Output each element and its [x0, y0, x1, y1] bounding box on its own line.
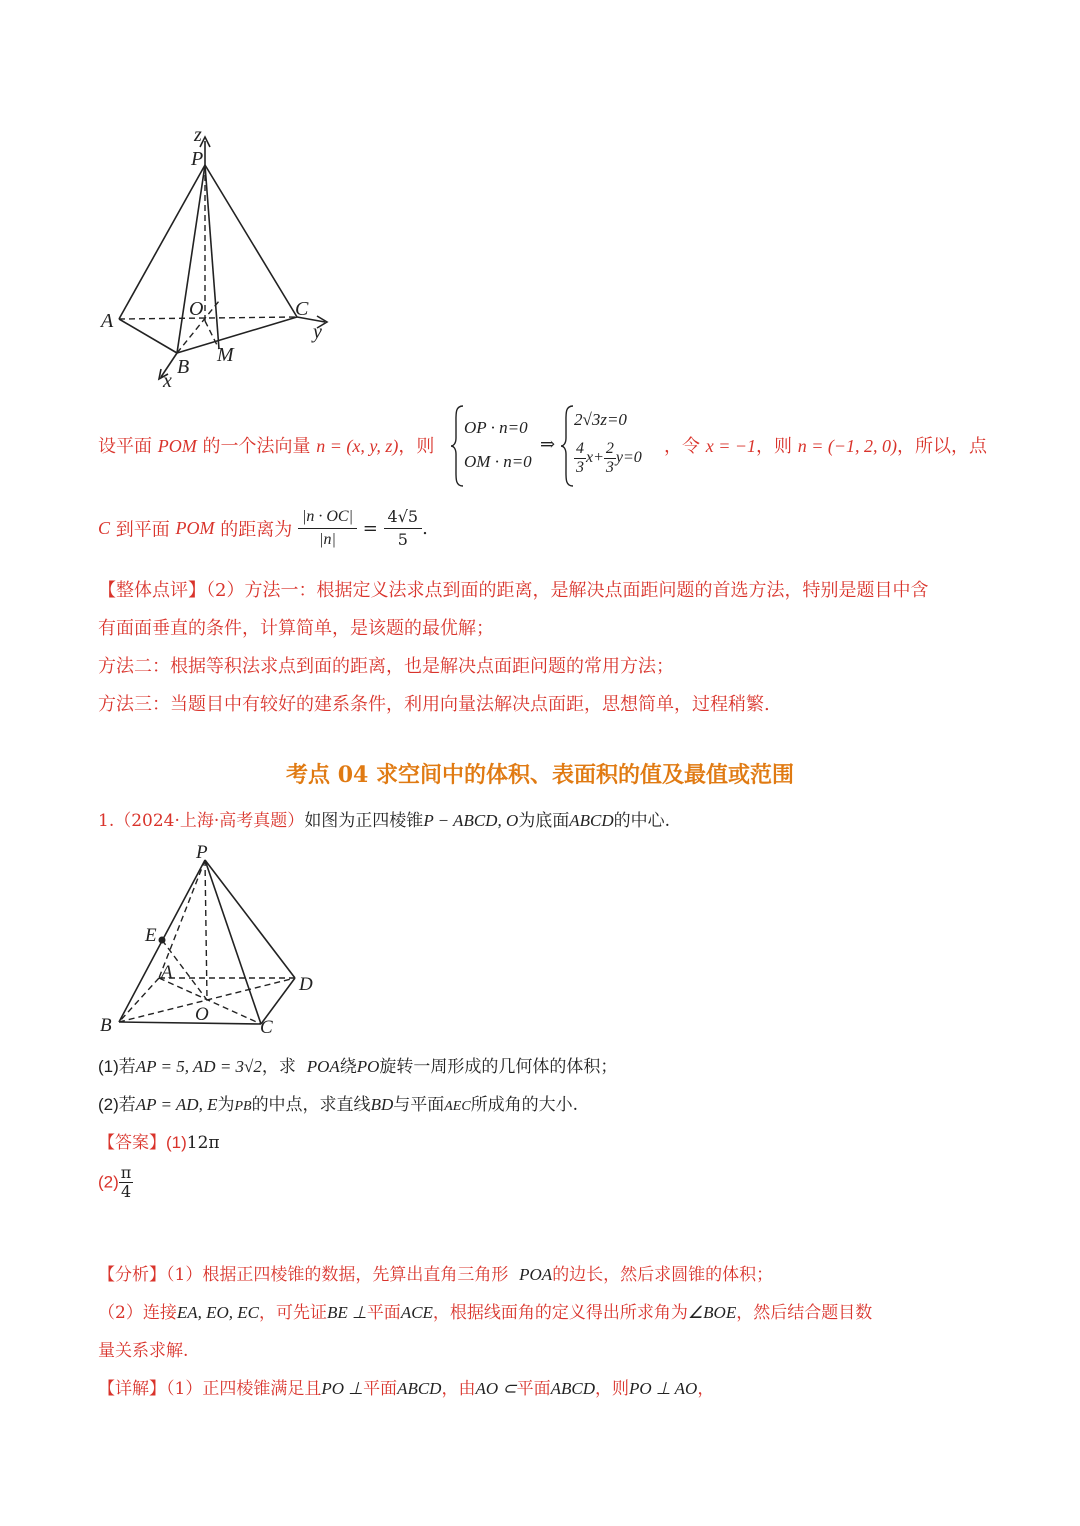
analysis-line-3: 量关系求解. — [98, 1341, 189, 1361]
problem-base: ABCD — [569, 811, 614, 830]
label-C: C — [295, 298, 309, 320]
system1-eq2: OM · n=0 — [464, 452, 532, 471]
distance-result: $\frac{4√5}{5}$ — [384, 506, 423, 551]
distance-text: 到平面 — [115, 519, 170, 541]
nv-then2: ，则 — [756, 436, 793, 457]
label2-P: P — [196, 842, 208, 863]
normal-vector-line — [98, 400, 998, 495]
distance-fraction: $\frac{|n \cdot OC|}{|n|}$ — [298, 506, 357, 551]
label-y: y — [313, 321, 322, 343]
label2-A: A — [161, 962, 173, 983]
problem-statement — [98, 806, 670, 831]
comment-tag: 【整体点评】 — [98, 580, 206, 601]
nv-middle: 的一个法向量 — [202, 436, 311, 457]
nv-plane: POM — [157, 436, 197, 456]
label-A: A — [101, 310, 114, 332]
label-P: P — [191, 148, 204, 170]
q1-number: (1) — [98, 1057, 119, 1076]
system2-eq2: $\frac{4}{3}$ x+ $\frac{2}{3}$ y=0 — [576, 440, 642, 476]
nv-value: n = (−1, 2, 0) — [797, 436, 898, 456]
nv-n-def: n = (x, y, z) — [316, 436, 399, 456]
answer-line-1: 【答案】(1)12π — [98, 1133, 220, 1153]
detail-line-1: 【详解】（1）正四棱锥满足且PO ⊥平面ABCD，由AO ⊂平面ABCD，则PO ⊥ AO， — [98, 1379, 715, 1399]
nv-so: ，所以，点 — [897, 436, 988, 457]
distance-point: C — [98, 518, 111, 538]
analysis-line-2: （2）连接EA, EO, EC，可先证BE ⊥平面ACE，根据线面角的定义得出所求角为∠BOE，然后结合题目数 — [98, 1303, 873, 1323]
answer-2-fraction: $\frac{\pi}{4}$ — [120, 1163, 132, 1201]
q2-number: (2) — [98, 1095, 119, 1114]
analysis-tag: 【分析】 — [98, 1265, 166, 1285]
distance-end: . — [422, 518, 428, 539]
label2-E: E — [145, 925, 157, 946]
q1-expr: AP = 5, AD = 3√2 — [135, 1057, 262, 1076]
problem-source: （2024·上海·高考真题） — [114, 811, 305, 831]
comment-line-2: 有面面垂直的条件，计算简单，是该题的最优解； — [98, 618, 494, 639]
distance-plane: POM — [175, 518, 215, 538]
pyramid-figure-abcd — [95, 838, 335, 1043]
distance-text2: 的距离为 — [220, 519, 293, 541]
pyramid-figure-axes — [95, 125, 345, 395]
nv-let-expr: x = −1 — [705, 436, 757, 456]
question-2: (2)若AP = AD, E为PB的中点，求直线BD与平面AEC所成角的大小. — [98, 1095, 579, 1115]
equation-system-2 — [560, 400, 670, 492]
label2-B: B — [100, 1015, 112, 1036]
point-E-marker — [159, 937, 166, 944]
answer-1-value: 12π — [186, 1133, 220, 1153]
label-B: B — [177, 356, 190, 378]
problem-text-b: 为底面 — [518, 811, 570, 831]
system2-eq1: 2√3z=0 — [574, 410, 627, 429]
system1-eq1: OP · n=0 — [464, 418, 528, 437]
q2-text: 所成角的大小. — [470, 1095, 579, 1115]
problem-text-c: 的中心. — [613, 811, 671, 831]
answer-tag: 【答案】 — [98, 1133, 166, 1153]
label-x: x — [163, 370, 172, 392]
comment-line-4: 方法三：当题目中有较好的建系条件，利用向量法解决点面距，思想简单，过程稍繁. — [98, 694, 770, 715]
section-title: 考点 04 求空间中的体积、表面积的值及最值或范围 — [286, 762, 794, 788]
problem-expr: P − ABCD, O — [423, 811, 519, 830]
question-1: (1)若AP = 5, AD = 3√2，求 POA绕PO旋转一周形成的几何体的体积； — [98, 1057, 618, 1077]
nv-then: ，则 — [398, 436, 435, 457]
label-M: M — [217, 344, 234, 366]
equation-system-1 — [450, 400, 540, 488]
q1-text: 旋转一周形成的几何体的体积； — [379, 1057, 618, 1077]
comment-line-1 — [98, 576, 928, 602]
distance-equals: = — [362, 518, 378, 539]
nv-let: ，令 — [664, 436, 700, 457]
label-O: O — [189, 298, 204, 320]
problem-number: 1. — [98, 811, 115, 831]
implies-arrow: ⇒ — [540, 434, 556, 455]
q2-expr: AP = AD, E — [135, 1095, 218, 1114]
comment-line-3: 方法二：根据等积法求点到面的距离，也是解决点面距问题的常用方法； — [98, 656, 674, 677]
comment-text-1: （2）方法一：根据定义法求点到面的距离，是解决点面距问题的首选方法，特别是题目中含 — [206, 580, 929, 601]
nv-prefix: 设平面 — [98, 436, 152, 457]
detail-tag: 【详解】 — [98, 1379, 166, 1399]
label-z: z — [194, 125, 202, 146]
label2-C: C — [260, 1017, 273, 1038]
analysis-line-1: 【分析】（1）根据正四棱锥的数据，先算出直角三角形 POA的边长，然后求圆锥的体积； — [98, 1265, 774, 1285]
label2-O: O — [195, 1004, 209, 1025]
distance-line — [98, 506, 428, 562]
label2-D: D — [299, 974, 313, 995]
answer-line-2: (2) $\frac{\pi}{4}$ — [98, 1163, 132, 1201]
q1-triangle: POA — [306, 1057, 340, 1076]
problem-text-a: 如图为正四棱锥 — [304, 811, 424, 831]
